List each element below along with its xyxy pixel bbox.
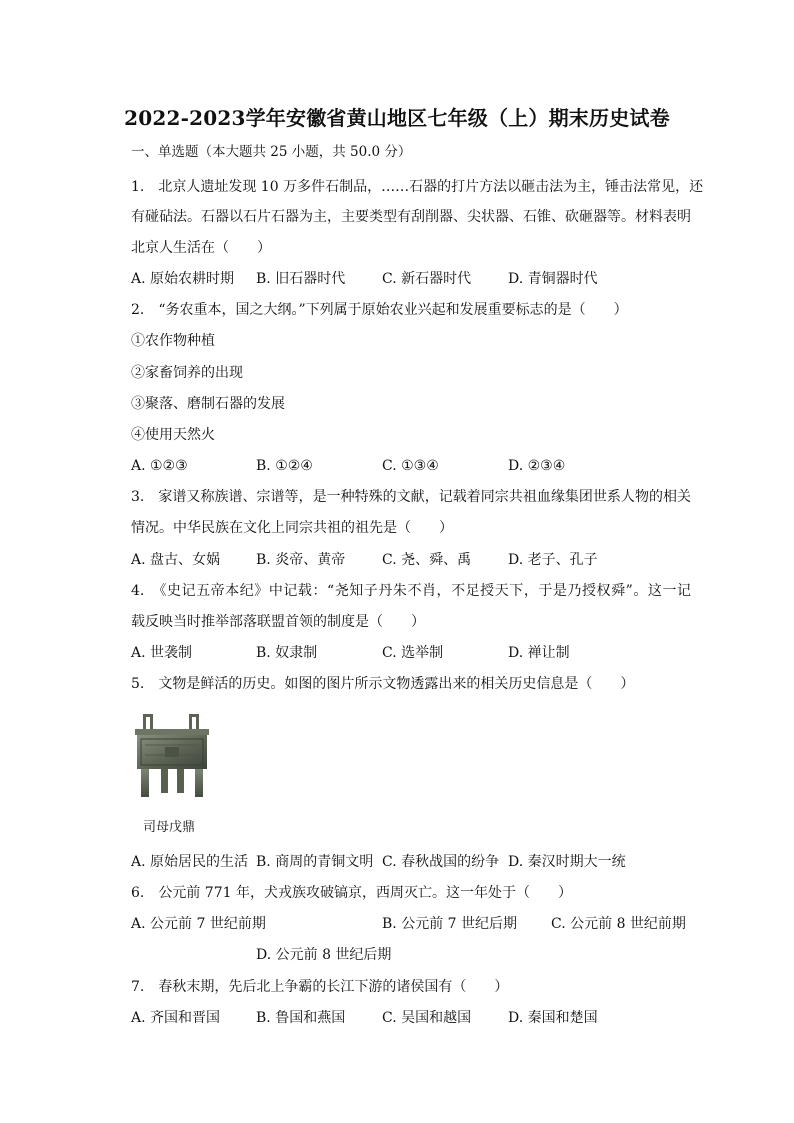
question-4-options (131, 642, 731, 664)
question-1-line-2: 有碰砧法。石器以石片石器为主，主要类型有刮削器、尖状器、石锥、砍砸器等。材料表明 (131, 209, 691, 225)
question-3-line-2: 情况。中华民族在文化上同宗共祖的祖先是（ ） (131, 520, 453, 536)
question-7-option-b: B. 鲁国和燕国 (256, 1010, 346, 1026)
question-4-option-a: A. 世袭制 (131, 645, 193, 661)
question-6-option-c: C. 公元前 8 世纪前期 (551, 916, 686, 932)
question-2-line-1: 2. “务农重本，国之大纲。”下列属于原始农业兴起和发展重要标志的是（ ） (131, 302, 628, 318)
exam-title: 2022-2023学年安徽省黄山地区七年级（上）期末历史试卷 (124, 106, 670, 130)
image-caption: 司母戊鼎 (143, 820, 196, 835)
question-1-line-1: 1. 北京人遗址发现 10 万多件石制品，……石器的打片方法以砸击法为主，锤击法常见，还 (131, 179, 704, 195)
question-2-options (131, 455, 731, 477)
question-6-options-row-1 (131, 913, 731, 935)
question-6-option-b: B. 公元前 7 世纪后期 (382, 916, 517, 932)
question-7-option-c: C. 吴国和越国 (382, 1010, 472, 1026)
question-2-item-2: ②家畜饲养的出现 (131, 365, 243, 381)
question-2-item-1: ①农作物种植 (131, 333, 215, 349)
question-6-options-row-2 (131, 944, 731, 966)
ding-vessel-image (131, 711, 213, 801)
section-heading: 一、单选题（本大题共 25 小题，共 50.0 分） (131, 144, 412, 160)
question-7-option-d: D. 秦国和楚国 (508, 1010, 598, 1026)
question-1-options (131, 268, 731, 290)
question-6-line-1: 6. 公元前 771 年，犬戎族攻破镐京，西周灭亡。这一年处于（ ） (131, 885, 572, 901)
question-2-option-d: D. ②③④ (508, 458, 566, 474)
question-4-line-1: 4. 《史记五帝本纪》中记载：“尧知子丹朱不肖，不足授天下，于是乃授权舜”。这一记 (131, 583, 691, 599)
question-5-line-1: 5. 文物是鲜活的历史。如图的图片所示文物透露出来的相关历史信息是（ ） (131, 676, 635, 692)
question-1-option-a: A. 原始农耕时期 (131, 271, 235, 287)
question-5-option-a: A. 原始居民的生活 (131, 854, 249, 870)
question-7-option-a: A. 齐国和晋国 (131, 1010, 221, 1026)
question-2-item-4: ④使用天然火 (131, 427, 215, 443)
question-3-line-1: 3. 家谱又称族谱、宗谱等，是一种特殊的文献，记载着同宗共祖血缘集团世系人物的相关 (131, 489, 691, 505)
question-4-option-d: D. 禅让制 (508, 645, 570, 661)
question-7-line-1: 7. 春秋末期，先后北上争霸的长江下游的诸侯国有（ ） (131, 979, 509, 995)
question-1-option-b: B. 旧石器时代 (256, 271, 346, 287)
question-5-option-d: D. 秦汉时期大一统 (508, 854, 626, 870)
question-2-option-b: B. ①②④ (256, 458, 313, 474)
question-1-line-3: 北京人生活在（ ） (131, 240, 271, 256)
question-2-item-3: ③聚落、磨制石器的发展 (131, 396, 285, 412)
question-4-line-2: 载反映当时推举部落联盟首领的制度是（ ） (131, 614, 425, 630)
question-3-option-c: C. 尧、舜、禹 (382, 552, 472, 568)
question-3-option-d: D. 老子、孔子 (508, 552, 598, 568)
question-6-option-a: A. 公元前 7 世纪前期 (131, 916, 266, 932)
question-3-options (131, 549, 731, 571)
question-5-option-c: C. 春秋战国的纷争 (382, 854, 500, 870)
question-6-option-d: D. 公元前 8 世纪后期 (256, 947, 392, 963)
question-3-option-b: B. 炎帝、黄帝 (256, 552, 346, 568)
question-3-option-a: A. 盘古、女娲 (131, 552, 221, 568)
question-1-option-d: D. 青铜器时代 (508, 271, 598, 287)
question-7-options (131, 1007, 731, 1029)
question-5-options (131, 851, 731, 873)
question-2-option-a: A. ①②③ (131, 458, 188, 474)
question-4-option-b: B. 奴隶制 (256, 645, 318, 661)
question-1-option-c: C. 新石器时代 (382, 271, 472, 287)
question-4-option-c: C. 选举制 (382, 645, 444, 661)
question-2-option-c: C. ①③④ (382, 458, 439, 474)
question-5-option-b: B. 商周的青铜文明 (256, 854, 374, 870)
